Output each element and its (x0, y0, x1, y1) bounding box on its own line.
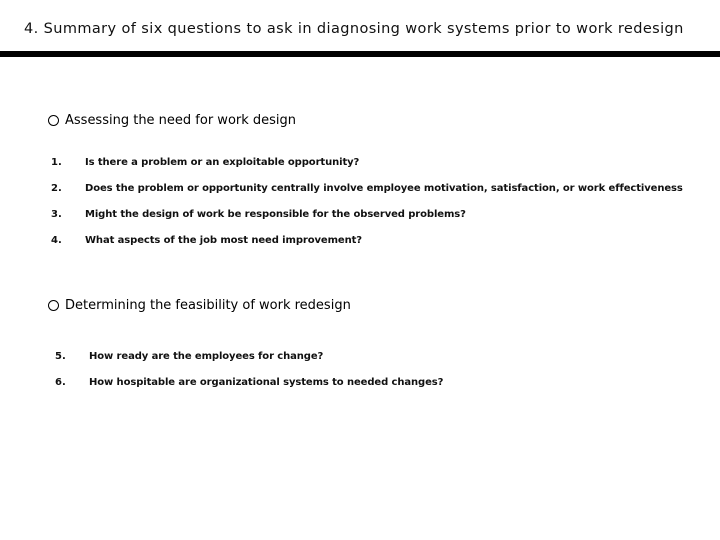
section-heading (48, 298, 351, 313)
question-text: How hospitable are organizational systems to needed changes? (89, 377, 444, 388)
question-number: 5. (55, 351, 66, 362)
question-text: What aspects of the job most need improvement? (85, 235, 362, 246)
question-text: Might the design of work be responsible for the observed problems? (85, 209, 466, 220)
section-heading (48, 113, 296, 128)
section-heading-text: Assessing the need for work design (65, 113, 297, 128)
title-divider (0, 51, 720, 57)
question-number: 4. (51, 235, 62, 246)
circle-bullet-icon (48, 115, 59, 126)
circle-bullet-icon (48, 300, 59, 311)
question-number: 3. (51, 209, 62, 220)
page-title: 4. Summary of six questions to ask in diagnosing work systems prior to work redesign (24, 21, 684, 37)
question-text: Does the problem or opportunity centrally involve employee motivation, satisfaction, or work effectiveness (85, 183, 683, 194)
question-text: How ready are the employees for change? (89, 351, 324, 362)
question-number: 6. (55, 377, 66, 388)
section-assessing-need (48, 113, 296, 128)
section-feasibility (48, 298, 351, 313)
question-number: 2. (51, 183, 62, 194)
question-text: Is there a problem or an exploitable opportunity? (85, 157, 360, 168)
question-number: 1. (51, 157, 62, 168)
section-heading-text: Determining the feasibility of work redesign (65, 298, 351, 313)
